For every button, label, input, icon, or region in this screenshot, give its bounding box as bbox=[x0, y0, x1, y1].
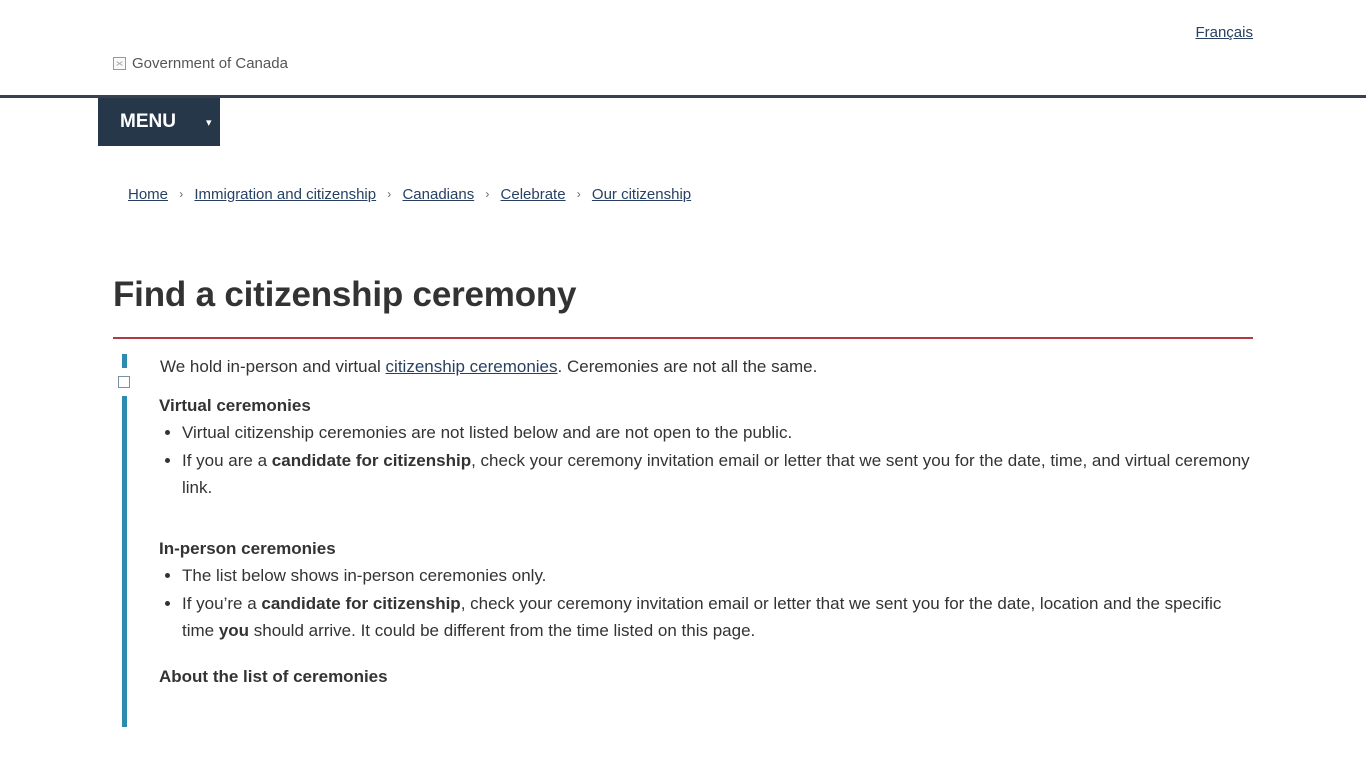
menu-button-label: MENU bbox=[120, 111, 176, 132]
inperson-item-2-bold-you: you bbox=[218, 620, 250, 640]
inperson-item-2-bold: candidate for citizenship bbox=[261, 593, 461, 613]
breadcrumb-separator: › bbox=[485, 187, 490, 201]
inperson-item-2-after: should arrive. It could be different from the time listed on this page. bbox=[249, 620, 756, 640]
main-content bbox=[113, 275, 1253, 687]
government-of-canada-logo bbox=[113, 55, 288, 72]
intro-block bbox=[113, 354, 1253, 380]
inperson-item-1-text: The list below shows in-person ceremonies only. bbox=[182, 565, 547, 585]
inperson-item-2-middle: , check your ceremony invitation email or letter that we sent you for the date, location and the specific time bbox=[182, 593, 1222, 640]
page-title: Find a citizenship ceremony bbox=[113, 275, 1253, 339]
virtual-ceremonies-heading: Virtual ceremonies bbox=[159, 396, 311, 416]
in-person-ceremonies-list bbox=[159, 563, 1253, 645]
virtual-item-2-after: , check your ceremony invitation email or letter that we sent you for the date, time, and virtual ceremony link. bbox=[182, 451, 1250, 498]
list-item bbox=[182, 563, 1253, 590]
intro-paragraph bbox=[160, 354, 1253, 380]
breadcrumb-separator: › bbox=[179, 187, 184, 201]
list-item bbox=[182, 448, 1253, 502]
breadcrumb-item-canadians[interactable]: Canadians bbox=[402, 186, 475, 203]
in-person-ceremonies-heading: In-person ceremonies bbox=[159, 538, 336, 558]
main-menu-bar bbox=[0, 98, 1366, 152]
list-item bbox=[182, 420, 1253, 447]
breadcrumb-separator: › bbox=[576, 187, 581, 201]
breadcrumb-separator: › bbox=[387, 187, 392, 201]
logo-alt-text: Government of Canada bbox=[132, 55, 288, 72]
inperson-item-2-before: If you’re a bbox=[182, 593, 262, 613]
ceremony-info-panel bbox=[113, 396, 1253, 686]
breadcrumb-item-celebrate[interactable]: Celebrate bbox=[500, 186, 566, 203]
accent-tick bbox=[122, 354, 127, 368]
about-the-list-heading: About the list of ceremonies bbox=[159, 666, 388, 686]
intro-text-after: . Ceremonies are not all the same. bbox=[557, 357, 818, 376]
breadcrumb bbox=[128, 186, 1366, 203]
broken-image-icon bbox=[113, 57, 126, 70]
intro-text-before: We hold in-person and virtual bbox=[160, 357, 386, 376]
spacer bbox=[159, 503, 1253, 523]
chevron-down-icon: ▾ bbox=[205, 116, 212, 129]
citizenship-ceremonies-link[interactable]: citizenship ceremonies bbox=[385, 357, 558, 376]
breadcrumb-item-our-citizenship[interactable]: Our citizenship bbox=[591, 186, 692, 203]
breadcrumb-item-home[interactable]: Home bbox=[128, 186, 169, 203]
list-item bbox=[182, 591, 1253, 645]
virtual-ceremonies-list bbox=[159, 420, 1253, 502]
site-header bbox=[0, 0, 1366, 98]
language-toggle-link[interactable]: Français bbox=[1195, 24, 1253, 41]
virtual-item-2-bold: candidate for citizenship bbox=[271, 451, 472, 471]
virtual-item-1-text: Virtual citizenship ceremonies are not listed below and are not open to the public. bbox=[182, 423, 793, 443]
placeholder-box-icon bbox=[118, 376, 130, 388]
breadcrumb-item-immigration-and-citizenship[interactable]: Immigration and citizenship bbox=[194, 186, 377, 203]
menu-button[interactable] bbox=[98, 98, 220, 146]
language-toggle[interactable] bbox=[1195, 24, 1253, 41]
virtual-item-2-before: If you are a bbox=[182, 451, 272, 471]
panel-accent-bar bbox=[122, 396, 127, 726]
